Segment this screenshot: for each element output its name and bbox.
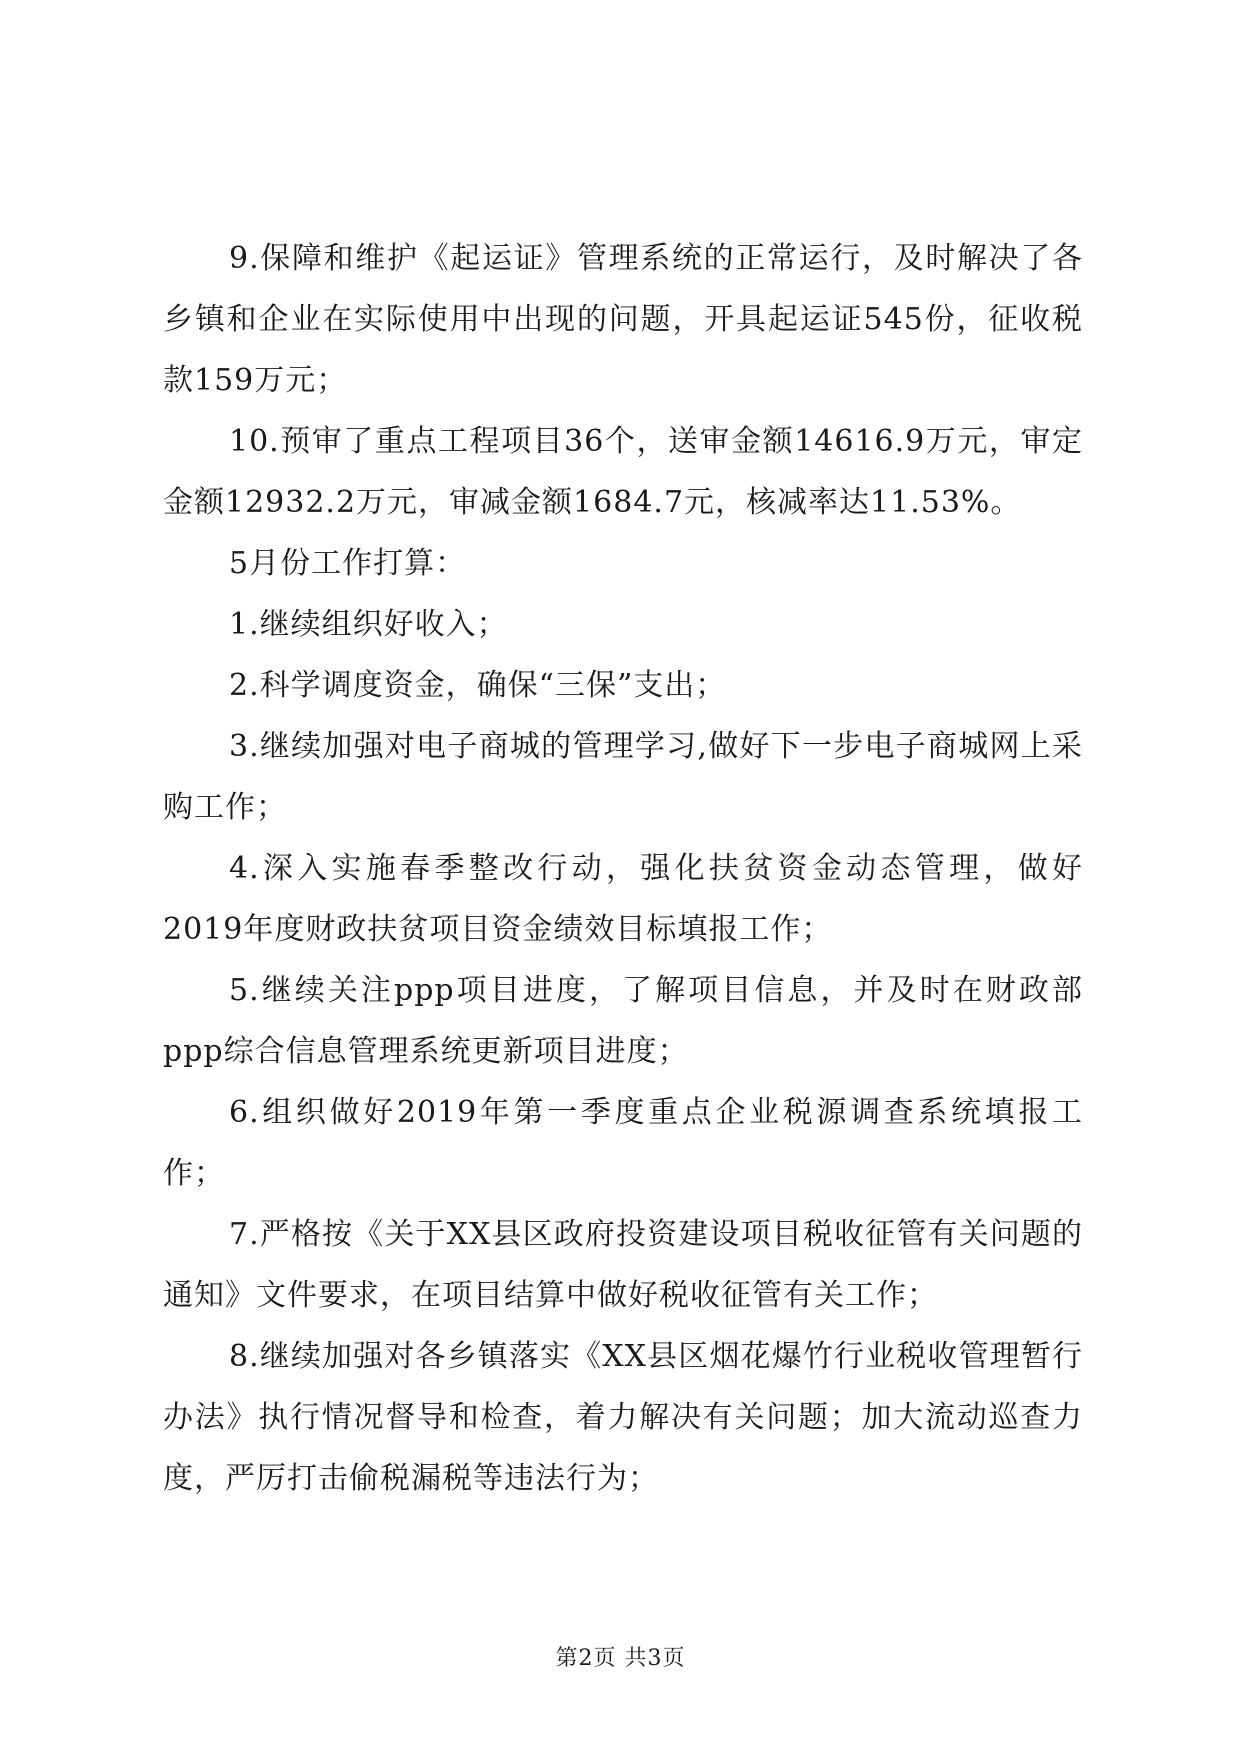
paragraph-plan-1: 1.继续组织好收入； [229, 607, 508, 642]
paragraph-plan-3: 3.继续加强对电子商城的管理学习,做好下一步电子商城网上采购工作； [163, 729, 1083, 825]
paragraph-plan-6: 6.组织做好2019年第一季度重点企业税源调查系统填报工作； [163, 1095, 1083, 1191]
section-heading-may-plan: 5月份工作打算： [229, 546, 467, 581]
page-number: 第2页 共3页 [555, 1646, 686, 1671]
paragraph-plan-5: 5.继续关注ppp项目进度，了解项目信息，并及时在财政部ppp综合信息管理系统更新项目进度； [163, 973, 1083, 1069]
paragraph-item-10: 10.预审了重点工程项目36个，送审金额14616.9万元，审定金额12932.2万元，审减金额1684.7元，核减率达11.53%。 [163, 424, 1083, 520]
paragraph-plan-2: 2.科学调度资金，确保“三保”支出； [229, 668, 727, 703]
paragraph-plan-8: 8.继续加强对各乡镇落实《XX县区烟花爆竹行业税收管理暂行办法》执行情况督导和检查，着力解决有关问题；加大流动巡查力度，严厉打击偷税漏税等违法行为； [163, 1339, 1083, 1496]
page-footer [0, 1644, 1241, 1674]
paragraph-plan-7: 7.严格按《关于XX县区政府投资建设项目税收征管有关问题的通知》文件要求，在项目结算中做好税收征管有关工作； [163, 1217, 1083, 1313]
paragraph-item-9: 9.保障和维护《起运证》管理系统的正常运行，及时解决了各乡镇和企业在实际使用中出现的问题，开具起运证545份，征收税款159万元； [163, 241, 1083, 398]
document-body [163, 228, 1083, 1509]
paragraph-plan-4: 4.深入实施春季整改行动，强化扶贫资金动态管理，做好2019年度财政扶贫项目资金绩效目标填报工作； [163, 851, 1083, 947]
